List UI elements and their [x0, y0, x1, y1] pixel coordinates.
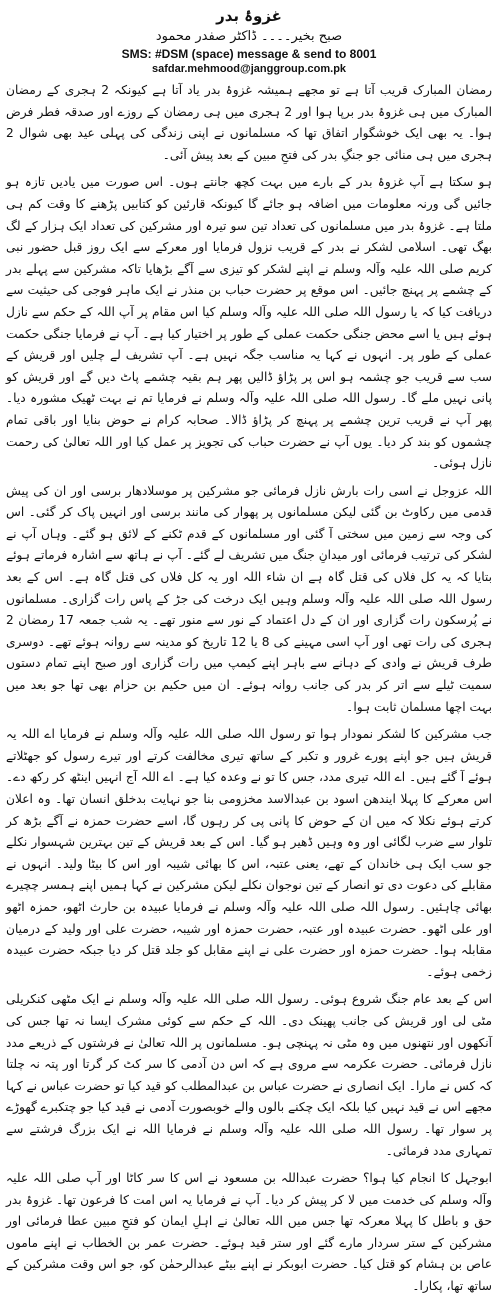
paragraph: اس کے بعد عام جنگ شروع ہوئی۔ رسول اللہ صلی اللہ علیہ وآلہ وسلم نے ایک مٹھی کنکریلی مٹی لی اور قریش کی جانب پھینک دی۔ اللہ کے حکم سے کوئی مشرک ایسا نہ تھا جس کی آنکھوں اور نتھنوں میں وہ مٹی نہ پہنچی ہو۔ مسلمانوں پر اللہ تعالیٰ نے فرشتوں کے ذریعے مدد نازل فرمائی۔ حضرت عکرمہ سے مروی ہے کہ اس دن آدمی کا سر کٹ کر گرتا اور پتہ نہ چلتا کہ کس نے مارا۔ ایک انصاری نے حضرت عباس بن عبدالمطلب کو قید کیا تو حضرت عباس نے کہا مجھے اس نے قید نہیں کیا بلکہ ایک چکنے بالوں والے خوبصورت آدمی نے قید کیا جو چتکبرے گھوڑے پر سوار تھا۔ رسول اللہ صلی اللہ علیہ وآلہ وسلم نے فرمایا اللہ نے ایک بزرگ فرشتے سے تمہاری مدد فرمائی۔	[6, 992, 492, 1158]
paragraph: ہو سکتا ہے آپ غزوۂ بدر کے بارے میں بہت کچھ جانتے ہوں۔ اس صورت میں یادیں تازہ ہو جائیں گی ورنہ معلومات میں اضافہ ہو جائے گا کیونکہ قارئین کو کتابیں پڑھنے کا وقت کم ہی ملتا ہے۔ غزوۂ بدر میں مسلمانوں کی تعداد تین سو تیرہ اور مشرکین کی تعداد ایک ہزار کے لگ بھگ تھی۔ اسلامی لشکر نے بدر کے قریب نزول فرمایا اور معرکے سے ایک روز قبل حضور نبی کریم صلی اللہ علیہ وآلہ وسلم نے اپنے لشکر کو تیزی سے آگے بڑھایا تاکہ مشرکین سے پہلے بدر کے چشمے پر پہنچ جائیں۔ اس موقع پر حضرت حباب بن منذر نے ایک ماہر فوجی کی حیثیت سے دریافت کیا کہ یا رسول اللہ صلی اللہ علیہ وآلہ وسلم کیا اس مقام پر آپ اللہ کے حکم سے نازل ہوئے ہیں یا اسے محض جنگی حکمت عملی کے طور پر اختیار کیا ہے۔ آپ نے فرمایا جنگی حکمت عملی کے طور پر۔ انہوں نے کہا یہ مناسب جگہ نہیں ہے۔ آپ تشریف لے چلیں اور قریش کے سب سے قریب جو چشمہ ہو اس پر پڑاؤ ڈالیں پھر ہم بقیہ چشمے پاٹ دیں گے اور قریش کو پانی نہیں ملے گا۔ رسول اللہ صلی اللہ علیہ وآلہ وسلم نے فرمایا تم نے بہت ٹھیک مشورہ دیا۔ پھر آپ نے قریب ترین چشمے پر پہنچ کر پڑاؤ ڈالا۔ صحابہ کرام نے حوض بنایا اور باقی تمام چشموں کو بند کر دیا۔ یوں آپ نے حضرت حباب کی تجویز پر عمل کیا اور اللہ تعالیٰ کی رحمت نازل ہوئی۔	[6, 175, 492, 471]
paragraph: جب مشرکین کا لشکر نمودار ہوا تو رسول اللہ صلی اللہ علیہ وآلہ وسلم نے فرمایا اے اللہ یہ قریش ہیں جو اپنے پورے غرور و تکبر کے ساتھ تیری مخالفت کرتے اور تیرے رسول کو جھٹلاتے ہوئے آ گئے ہیں۔ اے اللہ تیری مدد، جس کا تو نے وعدہ کیا ہے۔ اے اللہ آج انہیں اینٹھ کر رکھ دے۔ اس معرکے کا پہلا ایندھن اسود بن عبدالاسد مخزومی بنا جو نہایت بدخلق انسان تھا۔ وہ اعلان کرتے ہوئے نکلا کہ میں ان کے حوض کا پانی پی کر رہوں گا، اسے حضرت حمزہ نے آگے بڑھ کر تلوار سے ضرب لگائی اور وہ وہیں ڈھیر ہو گیا۔ اس کے بعد قریش کے تین بہترین شہسوار نکلے جو سب ایک ہی خاندان کے تھے، یعنی عتبہ، اس کا بھائی شیبہ اور اس کا بیٹا ولید۔ انہوں نے مقابلے کی دعوت دی تو انصار کے تین نوجوان نکلے لیکن مشرکین نے کہا ہمیں اپنے ہمسر چچیرے بھائی چاہئیں۔ رسول اللہ صلی اللہ علیہ وآلہ وسلم نے فرمایا عبیدہ بن حارث اٹھو، حمزہ اٹھو اور علی اٹھو۔ حضرت عبیدہ اور عتبہ، حضرت حمزہ اور شیبہ، حضرت علی اور ولید کے درمیان مقابلہ ہوا۔ حضرت حمزہ اور حضرت علی نے اپنے مقابل کو جلد قتل کر دیا جبکہ حضرت عبیدہ زخمی ہوئے۔	[6, 727, 492, 979]
article-column	[6, 4, 493, 1294]
author-email[interactable]: safdar.mehmood@janggroup.com.pk	[151, 63, 347, 75]
sms-line: SMS: #DSM (space) message & send to 8001	[121, 47, 377, 61]
author-byline: صبح بخیر۔۔۔۔ ڈاکٹر صفدر محمود	[155, 29, 343, 44]
paragraph: رمضان المبارک قریب آتا ہے تو مجھے ہمیشہ غزوۂ بدر یاد آتا ہے کیونکہ 2 ہجری کے رمضان المبارک میں ہی غزوۂ بدر برپا ہوا اور 2 ہجری میں ہی رمضان کے روزے اور صدقہ فطر فرض ہوا۔ یہ بھی ایک خوشگوار اتفاق تھا کہ مسلمانوں نے اپنی زندگی کی پہلی عید بھی شوال 2 ہجری میں ہی منائی جو جنگِ بدر کی فتحِ مبین کے بعد پیش آئی۔	[6, 83, 493, 162]
paragraph: اللہ عزوجل نے اسی رات بارش نازل فرمائی جو مشرکین پر موسلادھار برسی اور ان کی پیش قدمی میں رکاوٹ بن گئی لیکن مسلمانوں پر پھوار کی مانند برسی اور انہیں پاک کر گئی۔ اس کی وجہ سے زمین میں سختی آ گئی اور مسلمانوں کے قدم ٹکنے کے لائق ہو گئے۔ وہاں آپ نے لشکر کی ترتیب فرمائی اور میدانِ جنگ میں تشریف لے گئے۔ آپ نے ہاتھ سے اشارہ فرماتے ہوئے بتایا کہ یہ کل فلاں کی قتل گاہ ہے ان شاء اللہ اور یہ کل فلاں کی قتل گاہ ہے۔ اس کے بعد رسول اللہ صلی اللہ علیہ وآلہ وسلم وہیں ایک درخت کی جڑ کے پاس رات گزاری۔ مسلمانوں نے پُرسکون رات گزاری اور ان کے دل اعتماد کے نور سے منور تھے۔ یہ شب جمعہ 17 رمضان 2 ہجری کی رات تھی اور آپ اسی مہینے کی 8 یا 12 تاریخ کو مدینہ سے روانہ ہوئے تھے۔ دوسری طرف قریش نے وادی کے دہانے سے باہر اپنے کیمپ میں رات گزاری اور صبح اپنے تمام دستوں سمیت ٹیلے سے اتر کر بدر کی جانب روانہ ہوئے۔ ان میں حکیم بن حزام بھی تھا جو بعد میں بہت اچھا مسلمان ثابت ہوا۔	[6, 483, 492, 714]
paragraph: ابوجہل کا انجام کیا ہوا؟ حضرت عبداللہ بن مسعود نے اس کا سر کاٹا اور آپ صلی اللہ علیہ وآلہ وسلم کی خدمت میں لا کر پیش کر دیا۔ آپ نے فرمایا یہ اس امت کا فرعون تھا۔ غزوۂ بدر حق و باطل کا پہلا معرکہ تھا جس میں اللہ تعالیٰ نے اہلِ ایمان کو فتحِ مبین عطا فرمائی اور مشرکین کے ستر سردار مارے گئے اور ستر قید ہوئے۔ حضرت عمر بن الخطاب نے اپنے ماموں عاص بن ہشام کو قتل کیا۔ حضرت ابوبکر نے اپنے بیٹے عبدالرحمٰن کو، جو اس وقت مشرکین کے ساتھ تھا، پکارا۔	[6, 1171, 492, 1294]
article-title: غزوۂ بدر	[216, 7, 282, 25]
